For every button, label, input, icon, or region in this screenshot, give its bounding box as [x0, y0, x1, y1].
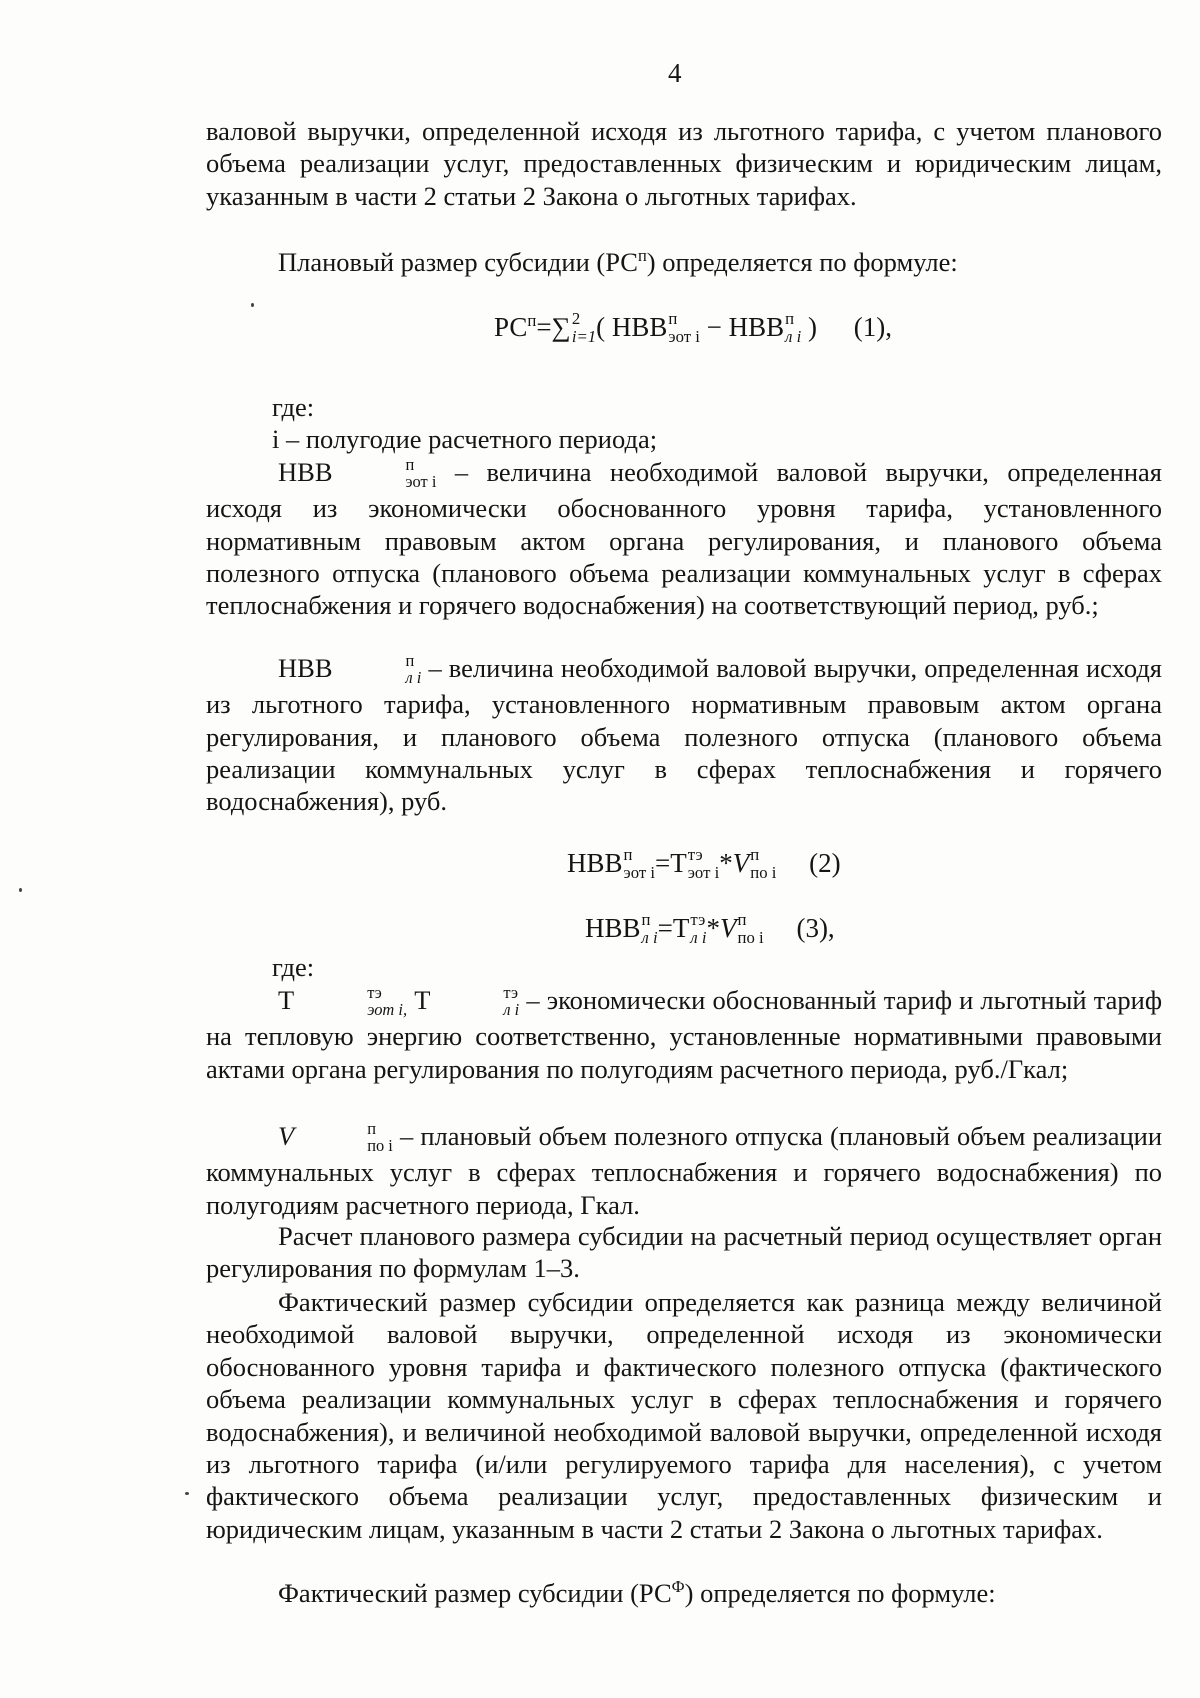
definition-tariffs [206, 984, 1162, 1085]
formula-1-close: ) [801, 312, 818, 342]
volume-indices [295, 1120, 393, 1155]
t1-sup: п [668, 309, 678, 329]
actual-intro-after: ) определяется по формуле: [684, 1578, 996, 1608]
nvv-eot-sup: п [405, 454, 415, 474]
formula-2-b-indices [688, 846, 719, 881]
actual-intro-before: Фактический размер субсидии (РС [278, 1578, 672, 1608]
v-sup: п [367, 1118, 376, 1138]
nvv-eot-text: – величина необходимой валовой выручки, определенная исходя из экономически обоснованного уровня тарифа, установленного нормативным правовым актом органа регулирования, и планового объема полезного отпуска (планового объема реализации коммунальных услуг в сферах теплоснабжения и горячего водоснабжения) на соответствующий период, руб.; [206, 457, 1162, 621]
formula-1-term-1: НВВ [611, 312, 668, 342]
f2-b-sub: эот i [687, 862, 720, 882]
f3-b-sub: л i [690, 927, 707, 947]
tariff-eot-symbol: Т [278, 985, 295, 1015]
f2-b-sup: тэ [687, 845, 703, 865]
f2-c-sup: п [750, 845, 760, 865]
formula-3-number: (3), [796, 913, 835, 943]
nvv-eot-symbol: НВВ [278, 457, 333, 487]
planned-subsidy-text-1: Плановый размер субсидии (РС [278, 247, 638, 277]
scan-speck [185, 1492, 189, 1495]
actual-intro-sup: Ф [671, 1577, 685, 1597]
scan-speck [251, 303, 254, 307]
t-l-sup: тэ [503, 982, 519, 1002]
formula-1 [494, 309, 893, 347]
formula-3-c: V [720, 913, 737, 943]
paragraph-actual-subsidy-formula-intro [206, 1577, 1162, 1609]
t1-sub: эот i [668, 326, 700, 346]
formula-1-term-2: НВВ [728, 312, 785, 342]
scan-speck [19, 888, 22, 892]
nvv-l-text: – величина необходимой валовой выручки, определенная исходя из льготного тарифа, установленного нормативным правовым актом органа регулирования, и планового объема полезного отпуска (планового объема реализации коммунальных услуг в сферах теплоснабжения и горячего водоснабжения), руб. [206, 653, 1162, 817]
f3-a-sub: л i [641, 927, 658, 947]
formula-1-lhs-sup: п [527, 311, 537, 330]
tariff-eot-indices [295, 984, 407, 1019]
f3-b-sup: тэ [690, 910, 706, 930]
formula-1-number: (1), [853, 312, 893, 342]
formula-3-c-indices [738, 911, 764, 946]
f3-a-sup: п [641, 910, 651, 930]
t-l-sub: л i [503, 999, 520, 1019]
formula-1-term-2-indices [785, 310, 801, 345]
nvv-l-sup: п [405, 650, 415, 670]
tariffs-text: – экономически обоснованный тариф и льготный тариф на тепловую энергию соответственно, установленные нормативными правовыми актами органа регулирования по полугодиям расчетного периода, руб./Гкал; [206, 985, 1162, 1084]
nvv-eot-indices [334, 456, 437, 491]
formula-1-minus: − [699, 312, 729, 342]
formula-1-sum: =∑ [536, 312, 571, 342]
formula-1-open: ( [596, 312, 606, 342]
formula-2-c-indices [750, 846, 776, 881]
formula-3-a-indices [642, 911, 658, 946]
planned-subsidy-text-2: ) определяется по формуле: [646, 247, 958, 277]
f2-a-sub: эот i [623, 862, 656, 882]
formula-3 [585, 910, 835, 948]
formula-3-b-indices [690, 911, 706, 946]
nvv-eot-sub: эот i [405, 471, 437, 491]
f2-a-sup: п [623, 845, 633, 865]
formula-1-sum-limits [572, 310, 596, 345]
sum-lower: i=1 [571, 326, 597, 346]
formula-2 [567, 845, 841, 883]
formula-3-a: НВВ [585, 913, 641, 943]
tariff-l-symbol: Т [407, 985, 431, 1015]
planned-subsidy-sup: п [637, 246, 647, 266]
paragraph-actual-subsidy: Фактический размер субсидии определяется как разница между величиной необходимой валовой выручки, определенной исходя из экономически обоснованного уровня тарифа и фактического полезного отпуска (фактического объема реализации коммунальных услуг в сферах теплоснабжения и горячего водоснабжения), и величиной необходимой валовой выручки, определенной исходя из льготного тарифа (и/или регулируемого тарифа для населения), с учетом фактического объема реализации услуг, предоставленных физическим и юридическим лицам, указанным в части 2 статьи 2 Закона о льготных тарифах. [206, 1287, 1162, 1544]
page-number: 4 [668, 58, 682, 88]
formula-2-c: V [732, 848, 750, 878]
f3-c-sub: по i [737, 927, 764, 947]
paragraph-planned-subsidy-intro [206, 246, 1162, 278]
where-label-2: где: [272, 952, 315, 982]
sum-upper: 2 [571, 309, 581, 329]
definition-nvv-l [206, 652, 1162, 818]
definition-i: i – полугодие расчетного периода; [272, 424, 658, 454]
formula-3-mul: * [706, 913, 721, 943]
formula-2-eq: =Т [655, 848, 687, 878]
t2-sup: п [785, 309, 795, 329]
f2-c-sub: по i [750, 862, 777, 882]
formula-1-lhs: РС [494, 312, 528, 342]
definition-nvv-eot [206, 456, 1162, 622]
volume-symbol: V [278, 1121, 295, 1151]
nvv-l-indices [334, 652, 422, 687]
paragraph-continuation: валовой выручки, определенной исходя из льготного тарифа, с учетом планового объема реализации услуг, предоставленных физическим и юридическим лицам, указанным в части 2 статьи 2 Закона о льготных тарифах. [206, 116, 1162, 211]
volume-text: – плановый объем полезного отпуска (плановый объем реализации коммунальных услуг в сферах теплоснабжения и горячего водоснабжения) по полугодиям расчетного периода, Гкал. [206, 1121, 1162, 1220]
where-label-1: где: [272, 392, 315, 422]
formula-2-mul: * [719, 848, 733, 878]
t-eot-sub: эот i, [367, 999, 408, 1019]
definition-volume [206, 1120, 1162, 1221]
formula-3-eq: =Т [657, 913, 690, 943]
formula-2-a: НВВ [567, 848, 623, 878]
nvv-l-sub: л i [405, 667, 422, 687]
f3-c-sup: п [737, 910, 747, 930]
formula-1-term-1-indices [668, 310, 699, 345]
v-sub: по i [367, 1135, 393, 1155]
formula-2-number: (2) [809, 848, 841, 878]
t-eot-sup: тэ [367, 982, 382, 1002]
tariff-l-indices [431, 984, 519, 1019]
paragraph-calculation: Расчет планового размера субсидии на расчетный период осуществляет орган регулирования по формулам 1–3. [206, 1221, 1162, 1284]
nvv-l-symbol: НВВ [278, 653, 333, 683]
t2-sub: л i [785, 326, 802, 346]
formula-2-a-indices [624, 846, 655, 881]
